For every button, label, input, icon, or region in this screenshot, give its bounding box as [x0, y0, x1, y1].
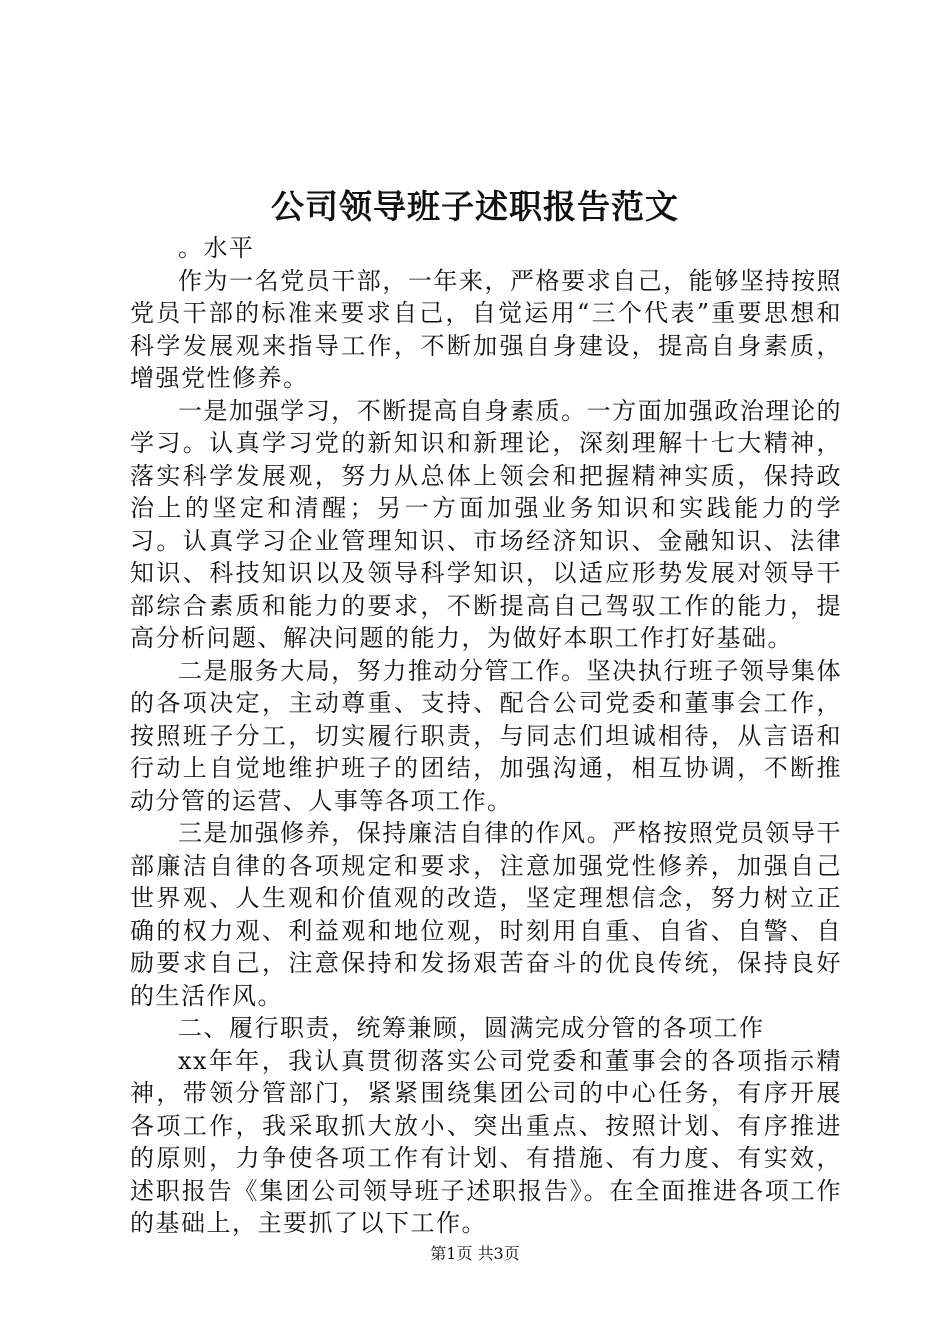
document-body [130, 232, 842, 1240]
paragraph: 。水平 [178, 234, 255, 262]
section-heading: 二、履行职责，统筹兼顾，圆满完成分管的各项工作 [178, 1014, 765, 1042]
document-title: 公司领导班子述职报告范文 [271, 187, 679, 226]
paragraph: 一是加强学习，不断提高自身素质。一方面加强政治理论的学习。认真学习党的新知识和新理论，深刻理解十七大精神，落实科学发展观，努力从总体上领会和把握精神实质，保持政治上的坚定和清醒；另一方面加强业务知识和实践能力的学习。认真学习企业管理知识、市场经济知识、金融知识、法律知识、科技知识以及领导科学知识，以适应形势发展对领导干部综合素质和能力的要求，不断提高自己驾驭工作的能力，提高分析问题、解决问题的能力，为做好本职工作打好基础。 [130, 396, 842, 652]
paragraph: xx年年，我认真贯彻落实公司党委和董事会的各项指示精神，带领分管部门，紧紧围绕集团公司的中心任务，有序开展各项工作，我采取抓大放小、突出重点、按照计划、有序推进的原则，力争使各项工作有计划、有措施、有力度、有实效，述职报告《集团公司领导班子述职报告》。在全面推进各项工作的基础上，主要抓了以下工作。 [130, 1046, 842, 1237]
paragraph: 二是服务大局，努力推动分管工作。坚决执行班子领导集体的各项决定，主动尊重、支持、配合公司党委和董事会工作，按照班子分工，切实履行职责，与同志们坦诚相待，从言语和行动上自觉地维护班子的团结，加强沟通，相互协调，不断推动分管的运营、人事等各项工作。 [130, 656, 842, 815]
paragraph: 三是加强修养，保持廉洁自律的作风。严格按照党员领导干部廉洁自律的各项规定和要求，注意加强党性修养，加强自己世界观、人生观和价值观的改造，坚定理想信念，努力树立正确的权力观、利益观和地位观，时刻用自重、自省、自警、自励要求自己，注意保持和发扬艰苦奋斗的优良传统，保持良好的生活作风。 [130, 819, 842, 1010]
page-footer: 第1页 共3页 [430, 1244, 520, 1263]
paragraph: 作为一名党员干部，一年来，严格要求自己，能够坚持按照党员干部的标准来要求自己，自觉运用“三个代表”重要思想和科学发展观来指导工作，不断加强自身建设，提高自身素质，增强党性修养。 [130, 266, 842, 392]
